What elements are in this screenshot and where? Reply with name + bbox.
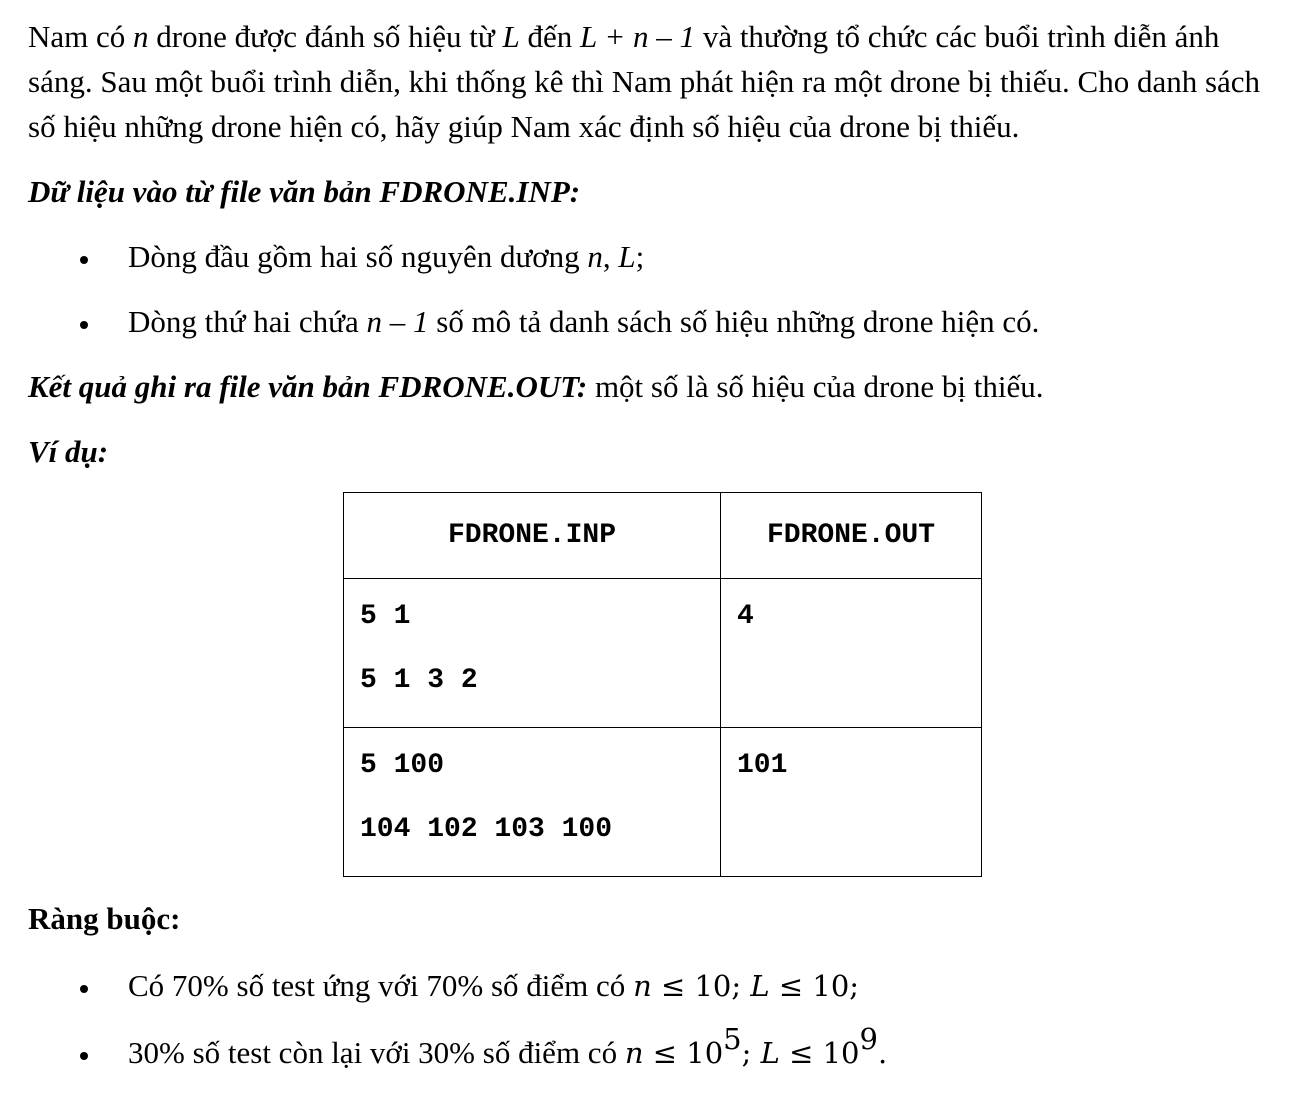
example-heading: Ví dụ:: [28, 434, 109, 469]
output-cell: [721, 728, 982, 877]
input-line-1: 5 1: [360, 601, 411, 632]
input-line-2: 104 102 103 100: [360, 814, 613, 845]
table-row: [344, 728, 982, 877]
output-cell: [721, 579, 982, 728]
constraint-item-2: [28, 1022, 1284, 1076]
output-line: 101: [737, 750, 788, 781]
input-line-1: 5 100: [360, 750, 445, 781]
header-output-file: FDRONE.OUT: [721, 493, 982, 579]
input-bullet-2: [28, 299, 1284, 344]
var-L: L: [760, 1036, 780, 1070]
input-cell: [344, 728, 721, 877]
l-exponent: 9: [859, 1022, 878, 1056]
bullet-text: Dòng thứ hai chứa: [128, 304, 367, 339]
separator: ;: [731, 969, 751, 1003]
output-heading: Kết quả ghi ra file văn bản FDRONE.OUT:: [28, 369, 588, 404]
intro-paragraph: [28, 14, 1284, 149]
header-input-file: FDRONE.INP: [344, 493, 721, 579]
separator: ;: [741, 1036, 761, 1070]
terminator: ;: [849, 969, 860, 1003]
problem-statement: [28, 14, 1284, 474]
input-line-2: 5 1 3 2: [360, 665, 478, 696]
bullet-text: số mô tả danh sách số hiệu những drone hiện có.: [428, 304, 1040, 339]
output-line: 4: [737, 601, 754, 632]
constraints-heading: Ràng buộc:: [28, 901, 181, 936]
intro-text-1: Nam có: [28, 19, 134, 54]
input-cell: [344, 579, 721, 728]
terminator: .: [877, 1036, 888, 1070]
var-n: n: [624, 1036, 644, 1070]
var-n: n: [587, 239, 603, 274]
bullet-text: ;: [635, 239, 645, 274]
output-text: một số là số hiệu của drone bị thiếu.: [587, 369, 1044, 404]
var-L: L: [618, 239, 636, 274]
var-n: n: [133, 19, 149, 54]
l-bound: ≤ 10: [779, 1036, 860, 1070]
input-heading: Dữ liệu vào từ file văn bản FDRONE.INP:: [28, 174, 581, 209]
constraint-item-1: [28, 963, 1284, 1009]
bullet-text: Dòng đầu gồm hai số nguyên dương: [128, 239, 588, 274]
l-bound: ≤ 10: [769, 969, 850, 1003]
intro-text-4: và thường tổ chức các buổi trình diễn ánh sáng. Sau một buổi trình diễn, khi thống kê thì Nam phát hiện ra một drone bị thiếu. Cho danh sách số hiệu những drone hiện có, hãy giúp Nam xác định số hiệu của drone bị thiếu.: [28, 19, 1261, 144]
intro-text-3: đến: [519, 19, 580, 54]
n-bound: ≤ 10: [643, 1036, 724, 1070]
constraints-section: [28, 896, 1284, 1076]
table-header-row: [344, 493, 982, 579]
constraint-text: Có 70% số test ứng với 70% số điểm có: [128, 968, 634, 1003]
input-bullet-list: [28, 234, 1284, 344]
var-n-minus-1: n – 1: [366, 304, 429, 339]
var-range-end: L + n – 1: [579, 19, 696, 54]
n-exponent: 5: [723, 1022, 742, 1056]
example-table: [343, 492, 982, 877]
table-row: [344, 579, 982, 728]
var-L: L: [750, 969, 770, 1003]
constraint-text: 30% số test còn lại với 30% số điểm có: [128, 1035, 625, 1070]
bullet-text: ,: [602, 239, 619, 274]
input-bullet-1: [28, 234, 1284, 279]
output-line: [28, 364, 1284, 409]
var-n: n: [633, 969, 652, 1003]
n-bound: ≤ 10: [651, 969, 732, 1003]
constraints-list: [28, 963, 1284, 1076]
var-L: L: [502, 19, 520, 54]
intro-text-2: drone được đánh số hiệu từ: [148, 19, 503, 54]
